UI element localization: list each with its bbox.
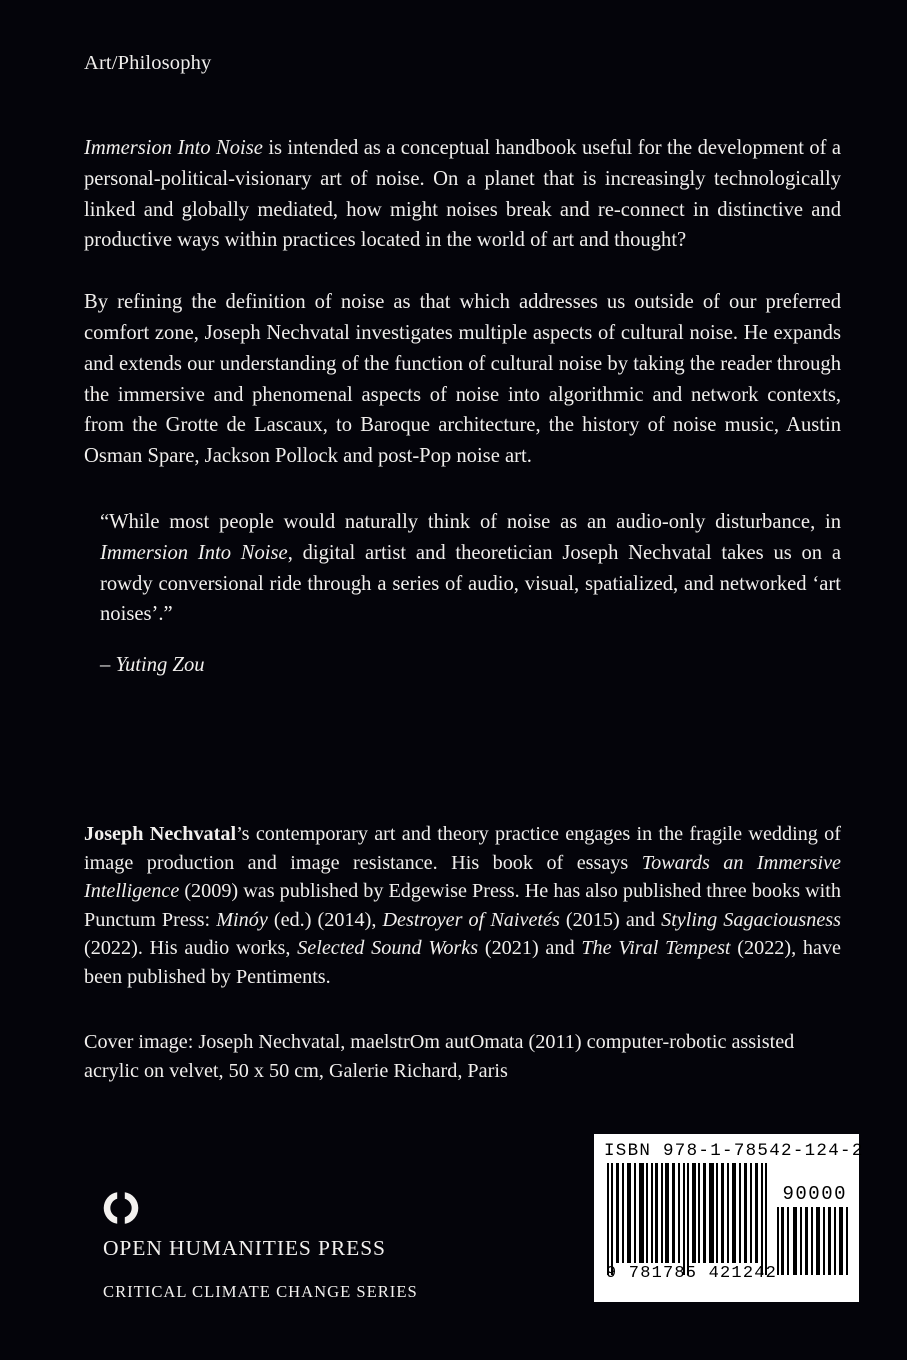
endorsement-block: [84, 507, 841, 677]
blurb-column: [84, 133, 841, 677]
barcode-bars-row: [604, 1163, 849, 1285]
cover-image-credit: [84, 1028, 841, 1085]
series-name: CRITICAL CLIMATE CHANGE SERIES: [103, 1282, 418, 1301]
bio-part-5: (2022). His audio works,: [84, 937, 298, 960]
bio-title-2: Minóy: [216, 908, 268, 931]
barcode-addon-value: 90000: [782, 1183, 847, 1205]
bio-part-6: (2021) and: [478, 937, 582, 960]
bio-part-1: ’s contemporary art and theory practice engages in the fragile wedding of image production and image resistance. His book of essays: [84, 823, 841, 874]
bio-title-3: Destroyer of Naivetés: [382, 908, 560, 931]
bio-title-5: Selected Sound Works: [297, 937, 479, 960]
blurb-paragraph-1: [84, 133, 841, 256]
bio-part-2: (2009) was published by Edgewise Press. He has also published three books with Punctum Press:: [84, 880, 841, 931]
author-bio-text: [84, 820, 841, 992]
publisher-block: [103, 1190, 418, 1302]
isbn-label: ISBN 978-1-78542-124-2: [604, 1141, 864, 1161]
bio-title-1: Towards an Immersive Intelligence: [84, 851, 841, 903]
publisher-name: OPEN HUMANITIES PRESS: [103, 1236, 386, 1260]
cover-image-credit-text: Cover image: Joseph Nechvatal, maelstrOm autOmata (2011) computer-robotic assisted acrylic on velvet, 50 x 50 cm, Galerie Richard, Paris: [84, 1031, 795, 1082]
isbn-barcode: [594, 1134, 864, 1302]
bio-part-7: (2022), have been published by Pentiments.: [84, 937, 842, 988]
bio-title-4: Styling Sagaciousness: [661, 908, 842, 931]
barcode-digits: 9 781785 421242: [606, 1264, 778, 1283]
bio-title-6: The Viral Tempest: [581, 937, 731, 960]
category-label: Art/Philosophy: [84, 52, 212, 74]
bio-part-3: (ed.) (2014),: [267, 908, 383, 931]
barcode-addon: [777, 1185, 849, 1275]
blurb-paragraph-1-text: is intended as a conceptual handbook useful for the development of a personal-political-visionary art of noise. On a planet that is increasingly technologically linked and globally mediated, how might noises break and re-connect in distinctive and productive ways within practices located in the world of art and thought?: [84, 137, 841, 252]
endorsement-quote-part-2: , digital artist and theoretician Joseph Nechvatal takes us on a rowdy conversional ride through a series of audio, visual, spatialized, and networked ‘art noises’.”: [100, 541, 841, 626]
author-bio: [84, 820, 841, 992]
ean5-bars: [777, 1207, 849, 1275]
author-name: Joseph Nechvatal: [84, 823, 237, 845]
book-title-italic: Immersion Into Noise: [84, 137, 263, 159]
endorsement-attribution: – Yuting Zou: [100, 654, 205, 677]
blurb-paragraph-2: By refining the definition of noise as that which addresses us outside of our preferred comfort zone, Joseph Nechvatal investigates multiple aspects of cultural noise. He expands and extends our understanding of the function of cultural noise by taking the reader through the immersive and phenomenal aspects of noise into algorithmic and network contexts, from the Grotte de Lascaux, to Baroque architecture, the history of noise music, Austin Osman Spare, Jackson Pollock and post-Pop noise art.: [84, 291, 841, 468]
endorsement-quote: [100, 507, 841, 630]
endorsement-book-title: Immersion Into Noise: [100, 541, 288, 564]
open-access-ring-icon: [103, 1190, 139, 1226]
ean13-bars: [606, 1163, 769, 1275]
endorsement-quote-part-1: “While most people would naturally think of noise as an audio-only disturbance, in: [100, 510, 841, 533]
bio-part-4: (2015) and: [559, 908, 662, 931]
